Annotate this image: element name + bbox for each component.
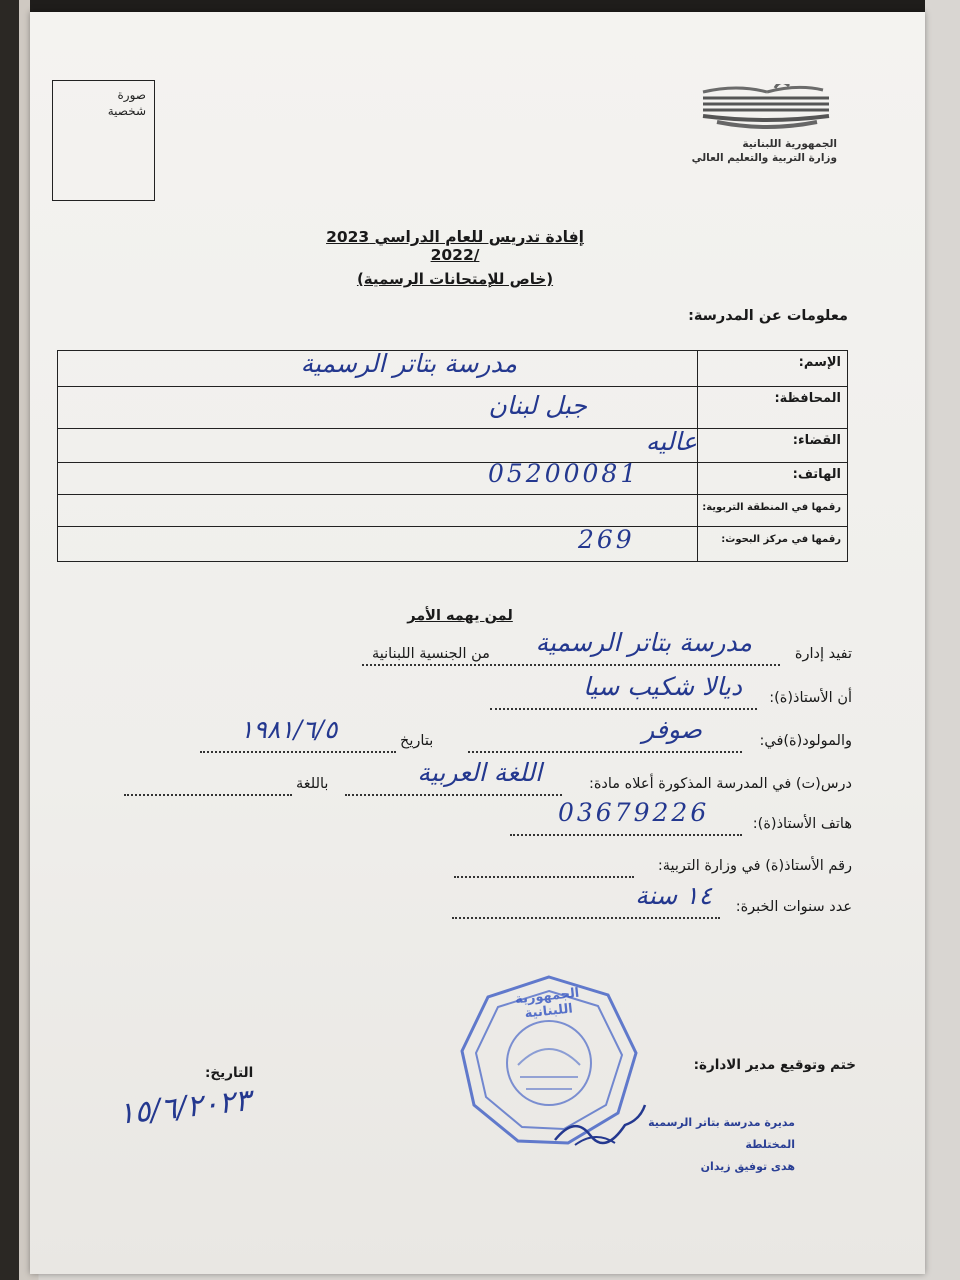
dotted-line	[345, 794, 562, 796]
ministry-name: وزارة التربية والتعليم العالي	[691, 152, 837, 164]
to-whom-heading: لمن يهمه الأمر	[407, 608, 513, 624]
dotted-line	[468, 751, 742, 753]
birthdate-label: بتاريخ	[400, 733, 434, 749]
research-number-value: 269	[578, 525, 635, 554]
dotted-line	[200, 751, 396, 753]
school-phone-value: 05200081	[488, 459, 640, 488]
ministry-number-label: رقم الأستاذ(ة) في وزارة التربية:	[657, 858, 852, 874]
table-row-phone	[58, 459, 847, 495]
line-ministry-number	[90, 852, 852, 884]
birthdate-value: ١٩٨١/٦/٥	[240, 715, 338, 744]
country-name: الجمهورية اللبنانية	[742, 138, 837, 150]
line-administration	[90, 628, 852, 672]
governorate-value: جبل لبنان	[488, 391, 587, 420]
district-value: عاليه	[645, 427, 697, 456]
name-label: الإسم:	[697, 351, 847, 386]
dotted-line	[510, 834, 742, 836]
table-row-name	[58, 351, 847, 387]
date-label: التاريخ:	[205, 1065, 254, 1081]
birthplace-value: صوفر	[642, 715, 702, 744]
taught-label: درس(ت) في المدرسة المذكورة أعلاه مادة:	[588, 776, 852, 792]
handwritten-signature	[545, 1095, 655, 1155]
director-name: هدى توفيق زيدان	[700, 1160, 795, 1173]
administration-value: مدرسة بتاتر الرسمية	[535, 628, 752, 657]
research-number-label: رقمها في مركز البحوث:	[697, 527, 847, 561]
governorate-label: المحافظة:	[697, 387, 847, 428]
line-experience	[90, 881, 852, 925]
stamp-text: الجمهورية اللبنانية	[514, 985, 581, 1022]
teacher-phone-value: 03679226	[558, 798, 710, 827]
dotted-line	[362, 664, 780, 666]
paper-top-edge	[30, 0, 925, 12]
document-title: إفادة تدريس للعام الدراسي 2023 /2022	[326, 228, 584, 264]
line-teacher-phone	[90, 798, 852, 842]
table-row-research-number	[58, 527, 847, 561]
table-row-district	[58, 429, 847, 463]
region-number-label: رقمها في المنطقة التربوية:	[697, 495, 847, 526]
line-birth	[90, 715, 852, 759]
dotted-line	[490, 708, 757, 710]
experience-value: ١٤ سنة	[635, 881, 712, 910]
photo-label: صورة شخصية	[107, 88, 146, 118]
experience-label: عدد سنوات الخبرة:	[735, 899, 852, 915]
teacher-phone-label: هاتف الأستاذ(ة):	[752, 816, 852, 832]
school-info-heading: معلومات عن المدرسة:	[688, 308, 848, 324]
language-label: باللغة	[296, 776, 329, 792]
nationality-text: من الجنسية اللبنانية	[372, 646, 490, 662]
open-book-icon	[697, 84, 837, 134]
director-title: مديرة مدرسة بتاتر الرسمية المختلطة	[648, 1116, 795, 1151]
signature-label: ختم وتوقيع مدير الادارة:	[693, 1057, 856, 1073]
line-subject	[90, 758, 852, 802]
teacher-label: أن الأستاذ(ة):	[769, 690, 852, 706]
line-teacher	[90, 672, 852, 716]
dotted-line	[454, 876, 634, 878]
table-row-governorate	[58, 387, 847, 429]
administration-label: تفيد إدارة	[794, 646, 852, 662]
school-info-table	[57, 350, 848, 562]
dotted-line	[124, 794, 292, 796]
school-name-value: مدرسة بتاتر الرسمية	[300, 349, 517, 378]
teacher-name-value: ديالا شكيب سيا	[583, 672, 742, 701]
dotted-line	[452, 917, 720, 919]
phone-label: الهاتف:	[697, 463, 847, 494]
born-label: والمولود(ة)في:	[759, 733, 852, 749]
document-subtitle: (خاص للإمتحانات الرسمية)	[356, 270, 554, 288]
district-label: القضاء:	[697, 429, 847, 462]
ministry-logo	[691, 84, 837, 164]
table-row-region-number	[58, 495, 847, 527]
personal-photo-box	[52, 80, 155, 201]
subject-value: اللغة العربية	[417, 758, 542, 787]
date-value: ١٥/٦/٢٠٢٣	[116, 1083, 253, 1132]
